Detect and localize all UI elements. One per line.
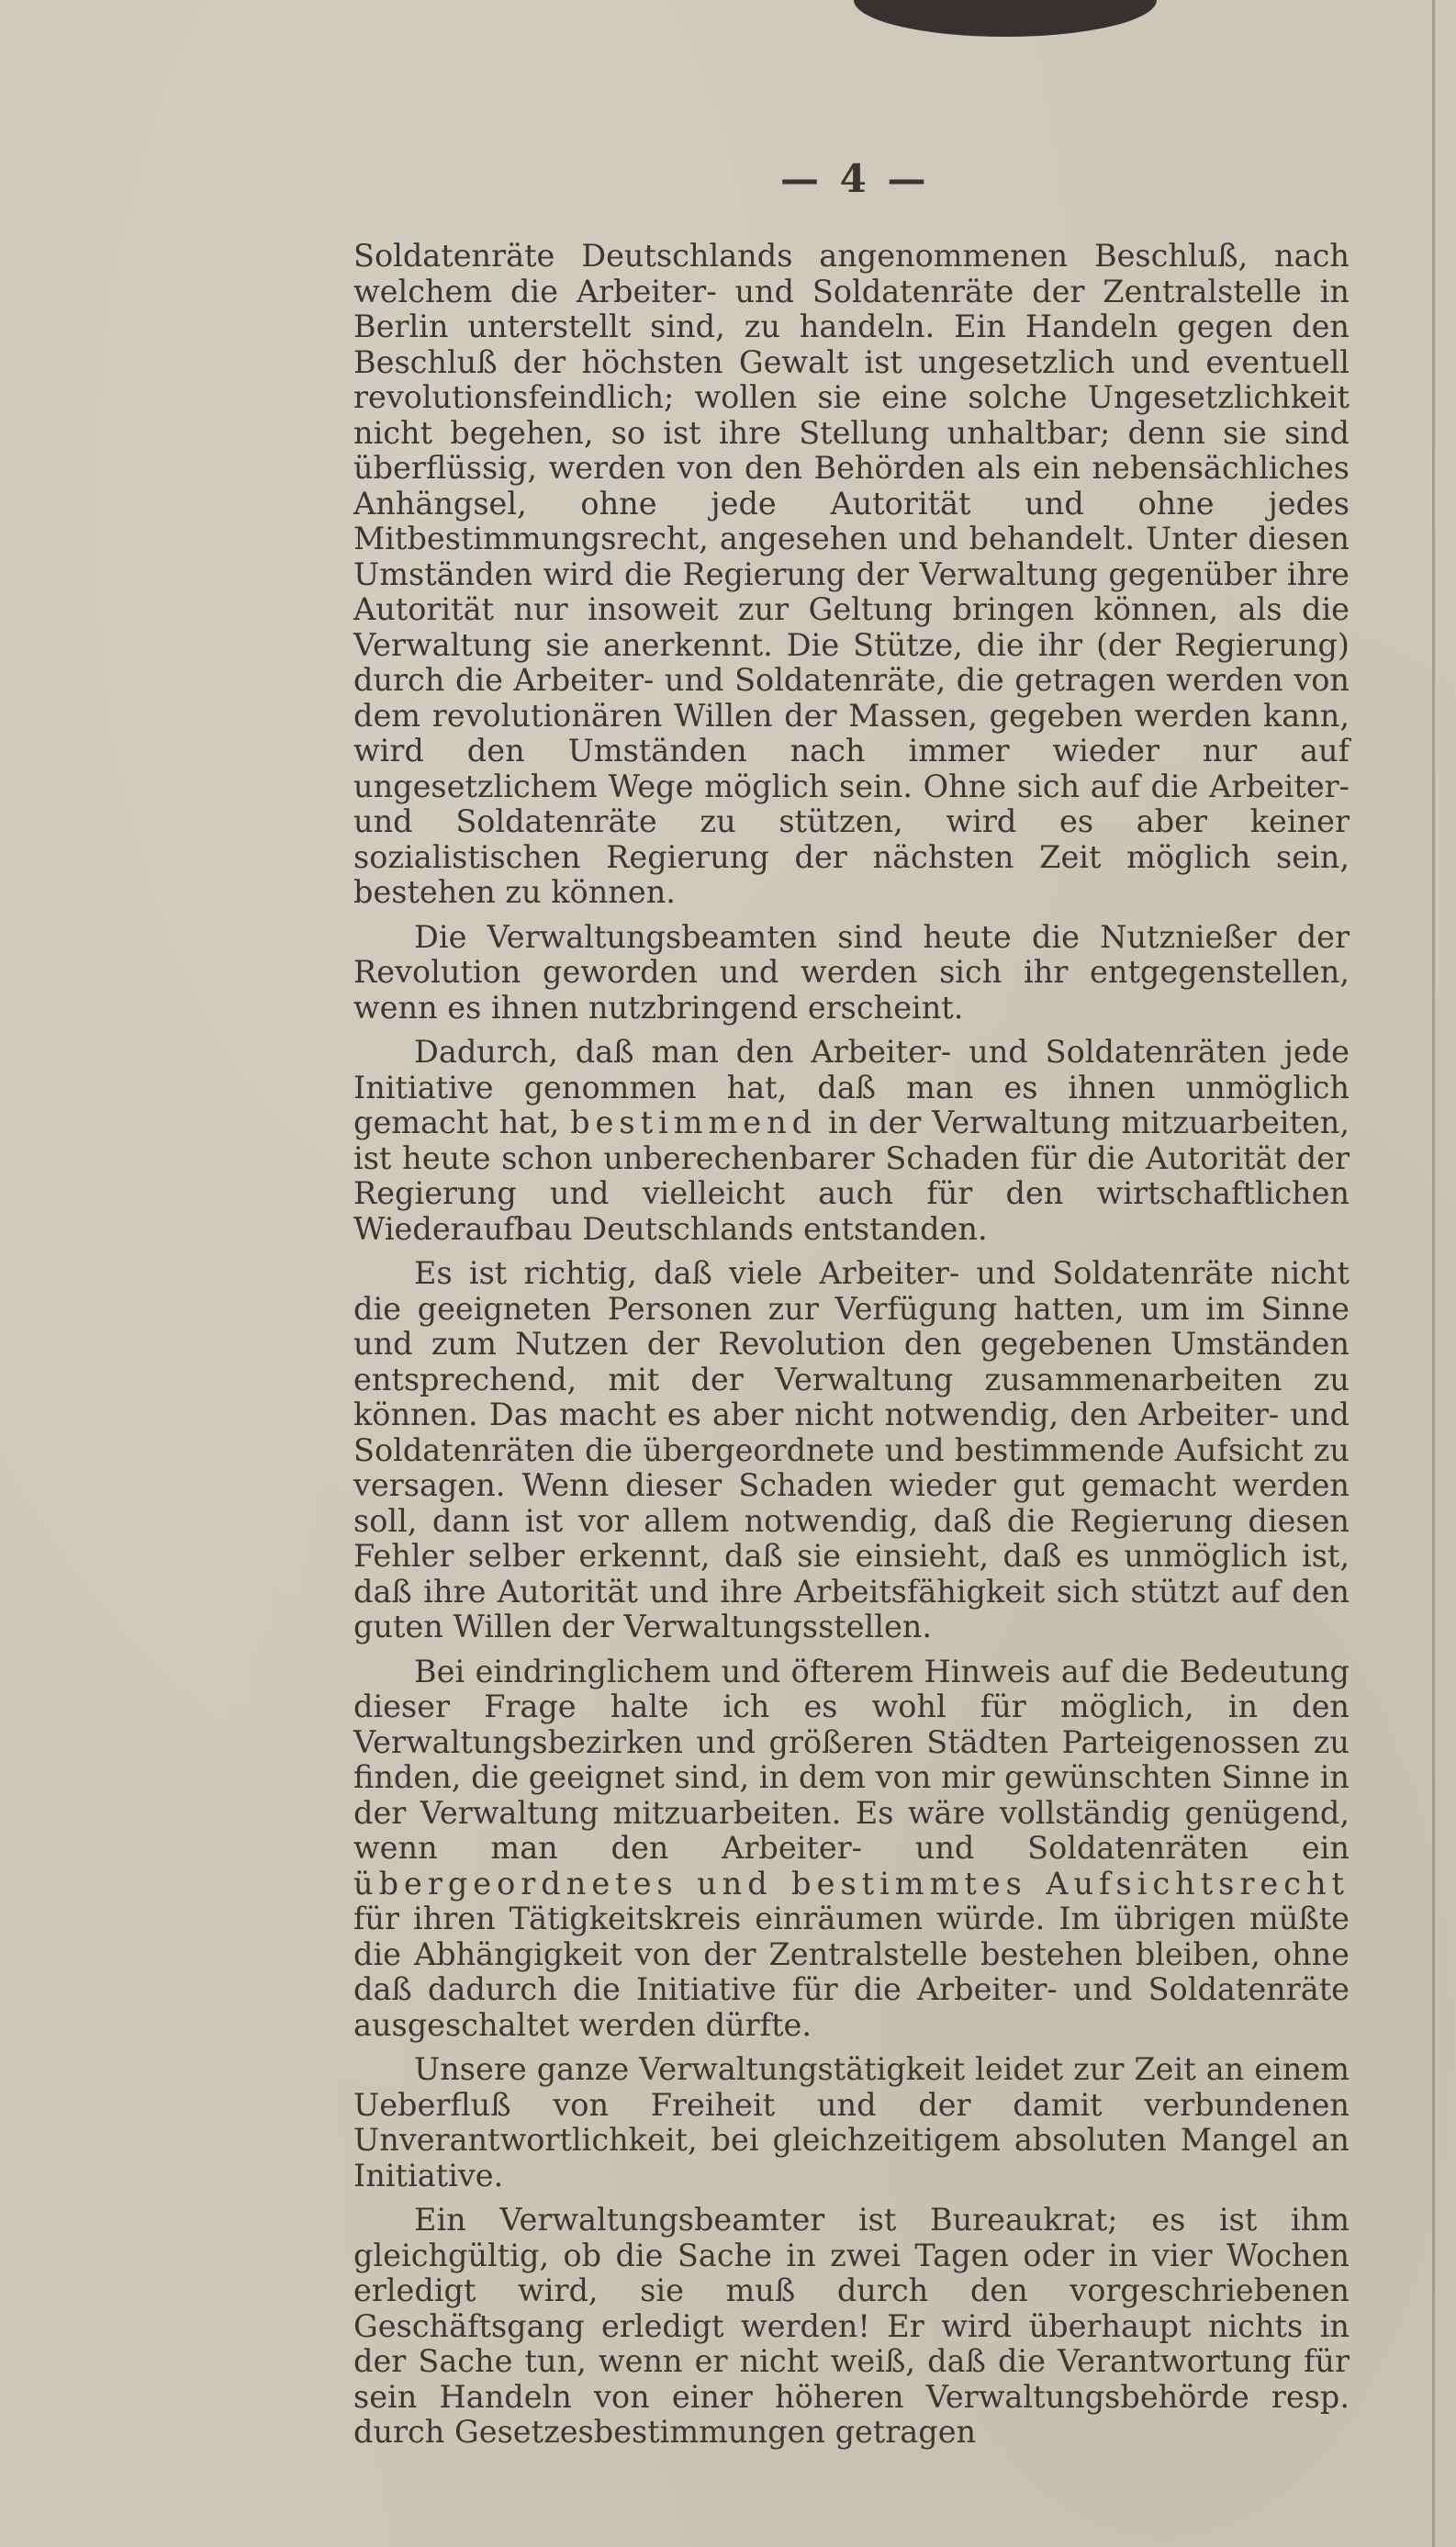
paragraph-1: Soldatenräte Deutschlands angenommenen Beschluß, nach welchem die Arbeiter- und Soldatenräte der Zentralstelle in Berlin unterstellt sind, zu handeln. Ein Handeln gegen den Beschluß der höchsten Gewalt ist ungesetzlich und eventuell revolutionsfeindlich; wollen sie eine solche Ungesetzlichkeit nicht begehen, so ist ihre Stellung unhaltbar; denn sie sind überflüssig, werden von den Behörden als ein nebensächliches Anhängsel, ohne jede Autorität und ohne jedes Mitbestimmungsrecht, angesehen und behandelt. Unter diesen Umständen wird die Regierung der Verwaltung gegenüber ihre Autorität nur insoweit zur Geltung bringen können, als die Verwaltung sie anerkennt. Die Stütze, die ihr (der Regierung) durch die Arbeiter- und Soldatenräte, die getragen werden von dem revolutionären Willen der Massen, gegeben werden kann, wird den Umständen nach immer wieder nur auf ungesetzlichem Wege möglich sein. Ohne sich auf die Arbeiter- und Soldatenräte zu stützen, wird es aber keiner sozialistischen Regierung der nächsten Zeit möglich sein, bestehen zu können. xyxy=(353,238,1350,910)
paragraph-5 xyxy=(353,1655,1350,2044)
paragraph-2: Die Verwaltungsbeamten sind heute die Nutznießer der Revolution geworden und werden sich ihr entgegenstellen, wenn es ihnen nutzbringend erscheint. xyxy=(353,918,1350,1026)
paragraph-3-text-after: in der Verwaltung mitzuarbeiten, ist heute schon unberechenbarer Schaden für die Autorität der Regierung und vielleicht auch für den wirtschaftlichen Wiederaufbau Deutschlands entstanden. xyxy=(353,1105,1350,1247)
paragraph-3-spaced-emphasis: bestimmend xyxy=(570,1105,818,1140)
page-edge-line xyxy=(1432,0,1435,2547)
paragraph-6: Unsere ganze Verwaltungstätigkeit leidet zur Zeit an einem Ueberfluß von Freiheit und der damit verbundenen Unverantwortlichkeit, bei gleichzeitigem absoluten Mangel an Initiative. xyxy=(353,2051,1350,2194)
paragraph-4: Es ist richtig, daß viele Arbeiter- und Soldatenräte nicht die geeigneten Personen zur Verfügung hatten, um im Sinne und zum Nutzen der Revolution den gegebenen Umständen entsprechend, mit der Verwaltung zusammenarbeiten zu können. Das macht es aber nicht notwendig, den Arbeiter- und Soldatenräten die übergeordnete und bestimmende Aufsicht zu versagen. Wenn dieser Schaden wieder gut gemacht werden soll, dann ist vor allem notwendig, daß die Regierung diesen Fehler selber erkennt, daß sie einsieht, daß es unmöglich ist, daß ihre Autorität und ihre Arbeitsfähigkeit sich stützt auf den guten Willen der Verwaltungsstellen. xyxy=(353,1255,1350,1644)
paragraph-3 xyxy=(353,1035,1350,1247)
paragraph-3-text-before: Dadurch, daß man den Arbeiter- und Soldatenräten jede Initiative genommen hat, daß man es ihnen unmöglich gemacht hat, xyxy=(353,1034,1350,1140)
body-text xyxy=(353,239,1350,2460)
paragraph-7: Ein Verwaltungsbeamter ist Bureaukrat; es ist ihm gleichgültig, ob die Sache in zwei Tagen oder in vier Wochen erledigt wird, sie muß durch den vorgeschriebenen Geschäftsgang erledigt werden! Er wird überhaupt nichts in der Sache tun, wenn er nicht weiß, daß die Verantwortung für sein Handeln von einer höheren Verwaltungsbehörde resp. durch Gesetzesbestimmungen getragen xyxy=(353,2202,1350,2450)
paragraph-5-spaced-emphasis: übergeordnetes und bestimmtes Aufsichtsrecht xyxy=(353,1865,1350,1902)
paragraph-5-text-before: Bei eindringlichem und öfterem Hinweis auf die Bedeutung dieser Frage halte ich es wohl für möglich, in den Verwaltungsbezirken und größeren Städten Parteigenossen zu finden, die geeignet sind, in dem von mir gewünschten Sinne in der Verwaltung mitzuarbeiten. Es wäre vollständig genügend, wenn man den Arbeiter- und Soldatenräten ein xyxy=(353,1653,1350,1866)
page-number: — 4 — xyxy=(780,156,930,201)
paragraph-5-text-after: für ihren Tätigkeitskreis einräumen würde. Im übrigen müßte die Abhängigkeit von der Zentralstelle bestehen bleiben, ohne daß dadurch die Initiative für die Arbeiter- und Soldatenräte ausgeschaltet werden dürfte. xyxy=(353,1901,1350,2043)
